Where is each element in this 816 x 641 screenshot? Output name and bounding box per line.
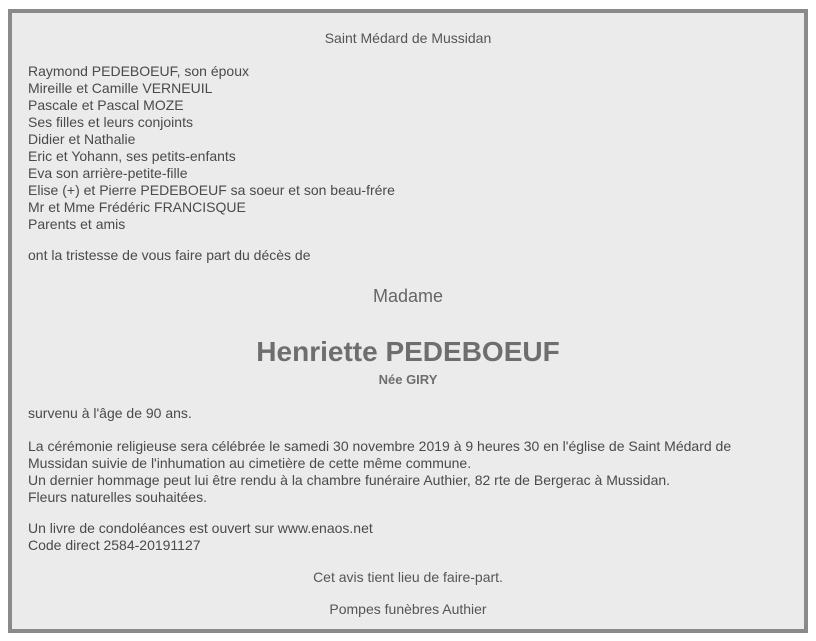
ceremony-line: Mussidan suivie de l'inhumation au cimetière de cette même commune.	[28, 455, 472, 471]
funeral-home: Pompes funèbres Authier	[329, 601, 487, 617]
family-line: Parents et amis	[28, 216, 126, 232]
condolence-line: Un livre de condoléances est ouvert sur www.enaos.net	[28, 520, 373, 536]
family-line: Mr et Mme Frédéric FRANCISQUE	[28, 199, 246, 215]
age-line: survenu à l'âge de 90 ans.	[28, 405, 192, 421]
family-line: Eric et Yohann, ses petits-enfants	[28, 148, 236, 164]
announcement-text: ont la tristesse de vous faire part du décès de	[28, 247, 311, 263]
deceased-name: Henriette PEDEBOEUF	[256, 336, 560, 367]
maiden-name: Née GIRY	[378, 372, 438, 387]
honorific: Madame	[372, 286, 444, 306]
family-line: Didier et Nathalie	[28, 131, 136, 147]
obituary-notice	[8, 9, 808, 633]
family-line: Ses filles et leurs conjoints	[28, 114, 193, 130]
family-line: Mireille et Camille VERNEUIL	[28, 80, 213, 96]
notice-text: Cet avis tient lieu de faire-part.	[313, 569, 503, 585]
ceremony-line: La cérémonie religieuse sera célébrée le samedi 30 novembre 2019 à 9 heures 30 en l'église de Saint Médard de	[28, 438, 732, 454]
family-line: Eva son arrière-petite-fille	[28, 165, 188, 181]
ceremony-line: Un dernier hommage peut lui être rendu à la chambre funéraire Authier, 82 rte de Bergerac à Mussidan.	[28, 472, 671, 488]
location-heading: Saint Médard de Mussidan	[324, 30, 492, 46]
family-line: Raymond PEDEBOEUF, son époux	[28, 63, 249, 79]
condolence-code: Code direct 2584-20191127	[28, 537, 201, 553]
family-line: Pascale et Pascal MOZE	[28, 97, 184, 113]
family-line: Elise (+) et Pierre PEDEBOEUF sa soeur et son beau-frére	[28, 182, 395, 198]
ceremony-line: Fleurs naturelles souhaitées.	[28, 489, 207, 505]
